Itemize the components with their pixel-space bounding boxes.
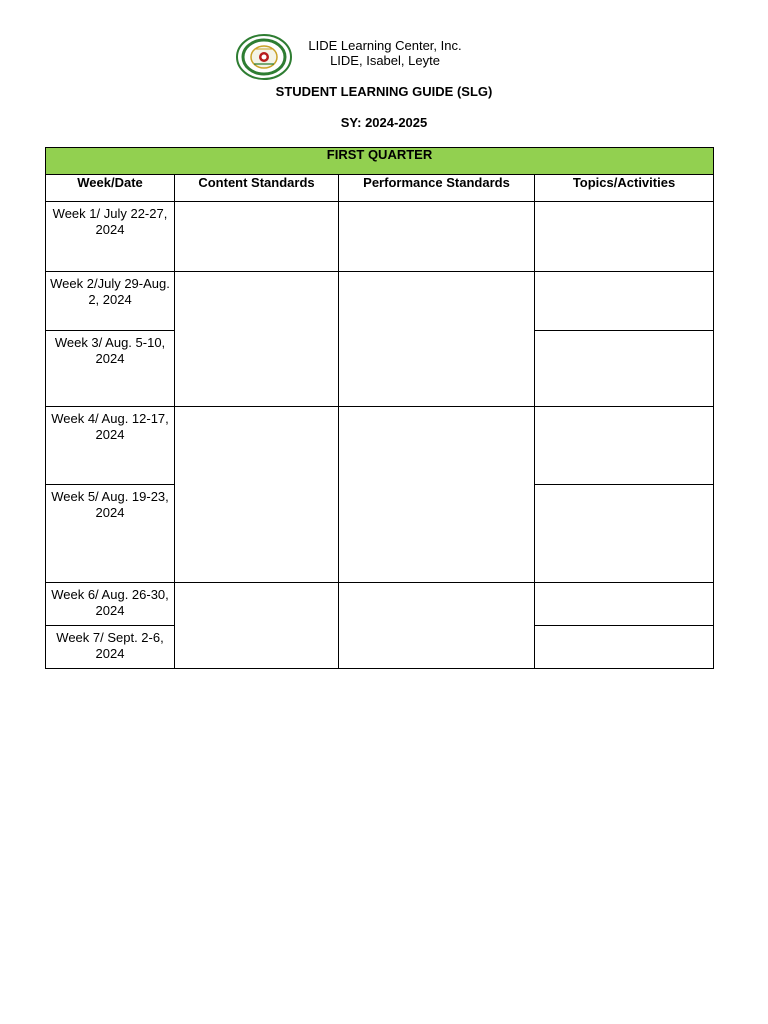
quarter-header: FIRST QUARTER [46, 148, 714, 175]
table-row [46, 272, 714, 331]
column-header-row [46, 175, 714, 202]
week-cell: Week 3/ Aug. 5-10, 2024 [46, 331, 175, 407]
performance-standards-cell[interactable] [339, 407, 535, 583]
table-row [46, 202, 714, 272]
column-header-topics-activities: Topics/Activities [535, 175, 714, 202]
quarter-header-row [46, 148, 714, 175]
week-cell: Week 6/ Aug. 26-30, 2024 [46, 583, 175, 626]
school-seal-logo [236, 34, 292, 80]
column-header-week-date: Week/Date [46, 175, 175, 202]
topics-activities-cell[interactable] [535, 485, 714, 583]
content-standards-cell[interactable] [175, 202, 339, 272]
document-title: STUDENT LEARNING GUIDE (SLG) [275, 84, 493, 99]
document-header [0, 0, 768, 140]
column-header-content-standards: Content Standards [175, 175, 339, 202]
topics-activities-cell[interactable] [535, 407, 714, 485]
topics-activities-cell[interactable] [535, 583, 714, 626]
table-row [46, 407, 714, 485]
week-cell: Week 5/ Aug. 19-23, 2024 [46, 485, 175, 583]
organization-name: LIDE Learning Center, Inc. [308, 38, 462, 53]
performance-standards-cell[interactable] [339, 202, 535, 272]
school-year: SY: 2024-2025 [340, 115, 428, 130]
column-header-performance-standards: Performance Standards [339, 175, 535, 202]
week-cell: Week 7/ Sept. 2-6, 2024 [46, 626, 175, 669]
content-standards-cell[interactable] [175, 583, 339, 669]
topics-activities-cell[interactable] [535, 202, 714, 272]
performance-standards-cell[interactable] [339, 583, 535, 669]
week-cell: Week 1/ July 22-27, 2024 [46, 202, 175, 272]
topics-activities-cell[interactable] [535, 331, 714, 407]
organization-name-block [300, 38, 470, 68]
topics-activities-cell[interactable] [535, 626, 714, 669]
week-cell: Week 4/ Aug. 12-17, 2024 [46, 407, 175, 485]
content-standards-cell[interactable] [175, 407, 339, 583]
learning-guide-table [45, 147, 714, 669]
table-row [46, 583, 714, 626]
performance-standards-cell[interactable] [339, 272, 535, 407]
week-cell: Week 2/July 29-Aug. 2, 2024 [46, 272, 175, 331]
topics-activities-cell[interactable] [535, 272, 714, 331]
organization-address: LIDE, Isabel, Leyte [330, 53, 440, 68]
content-standards-cell[interactable] [175, 272, 339, 407]
